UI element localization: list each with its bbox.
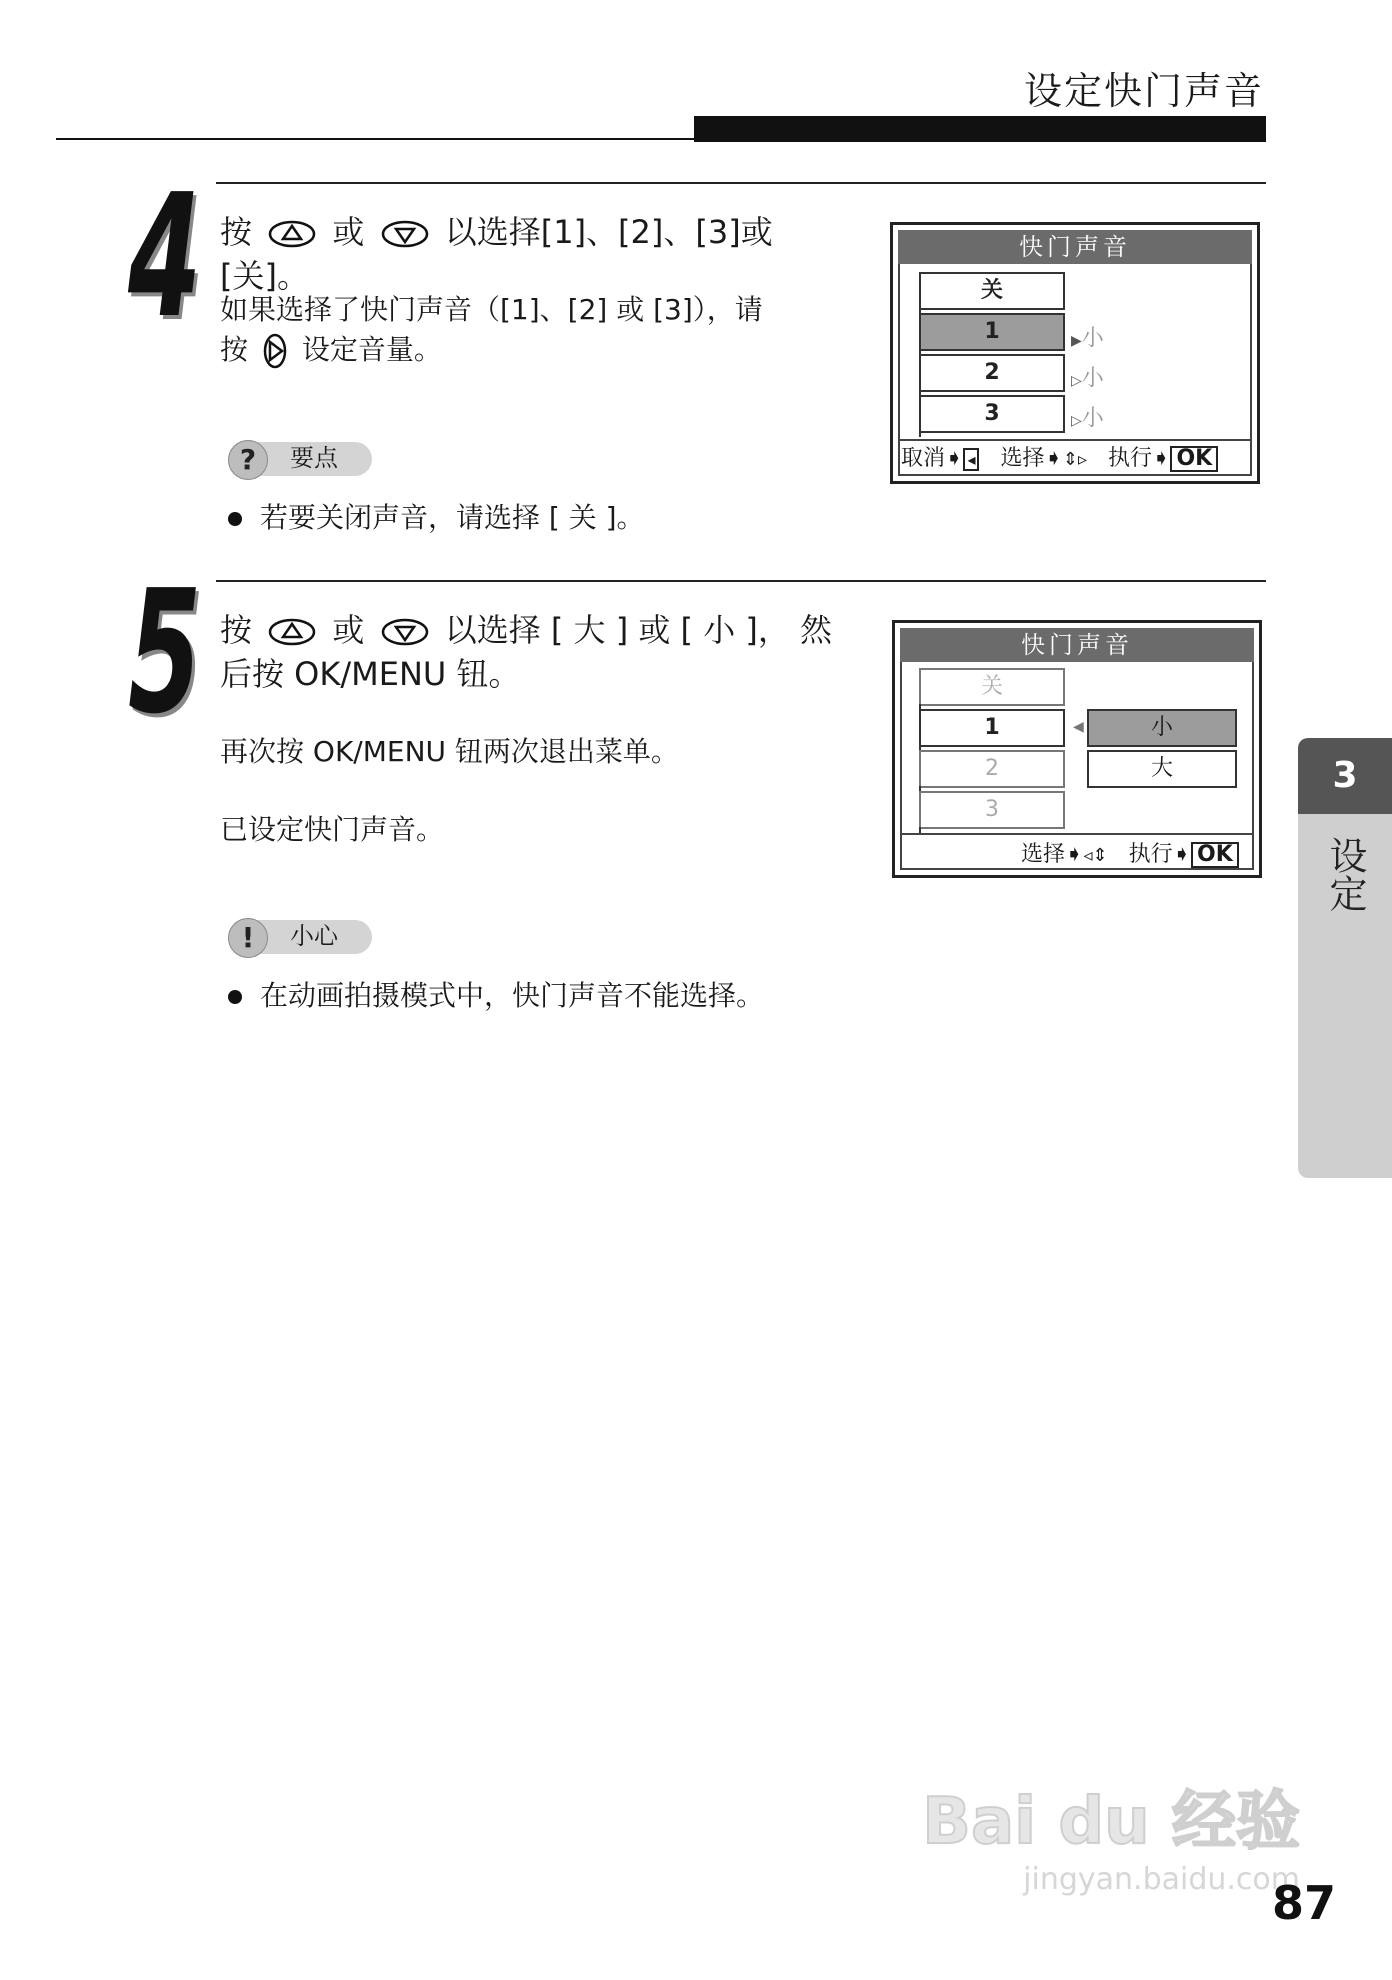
bullet-icon xyxy=(228,990,242,1004)
step4-desc-line2 xyxy=(220,330,860,370)
down-button-icon xyxy=(381,618,429,646)
tab-1[interactable]: 1 xyxy=(919,709,1065,747)
step5-desc2: 已设定快门声音。 xyxy=(220,813,445,846)
watermark-url: jingyan.baidu.com xyxy=(1023,1862,1300,1897)
lcd-footer xyxy=(901,445,1218,474)
lcd-screen-step4 xyxy=(890,222,1260,484)
level-1 xyxy=(1071,321,1104,352)
arrow-right-filled-icon: ▶ xyxy=(1071,333,1082,349)
left-key-icon: ◂ xyxy=(963,448,979,471)
level-3 xyxy=(1071,401,1104,432)
level-1-label: 小 xyxy=(1081,326,1104,351)
page-title: 设定快门声音 xyxy=(1023,69,1264,113)
tab-3[interactable]: 3 xyxy=(919,395,1065,433)
tip-callout xyxy=(228,440,388,476)
step5-instruction-mid: 或 xyxy=(332,611,365,649)
left-up-down-key-icon: ◃⇕ xyxy=(1083,845,1108,866)
header-rule xyxy=(56,138,696,140)
page-number: 87 xyxy=(1271,1876,1336,1930)
step5-rule xyxy=(216,580,1266,582)
arrow-icon: ➧ xyxy=(945,446,964,471)
level-2-label: 小 xyxy=(1081,366,1104,391)
level-2 xyxy=(1071,361,1104,392)
step4-rule xyxy=(216,182,1266,184)
tab-2[interactable]: 2 xyxy=(919,750,1065,788)
step4-instruction-pre: 按 xyxy=(220,213,253,251)
step4-instruction xyxy=(220,210,860,298)
up-button-icon xyxy=(268,220,316,248)
tab-1[interactable]: 1 xyxy=(919,313,1065,351)
caution-callout xyxy=(228,918,388,954)
step5-instruction-post: 以选择 [ 大 ] 或 [ 小 ]， 然 xyxy=(444,611,833,649)
lcd-footer-divider xyxy=(898,439,1252,441)
step5-desc1: 再次按 OK/MENU 钮两次退出菜单。 xyxy=(220,735,679,768)
ok-key-icon: OK xyxy=(1170,446,1218,472)
caution-label: 小心 xyxy=(290,922,338,950)
question-icon: ? xyxy=(228,440,268,480)
step4-number: 4 xyxy=(128,158,202,356)
watermark-logo: Bai du 经验 xyxy=(922,1785,1300,1859)
tab-3[interactable]: 3 xyxy=(919,791,1065,829)
step4-bullet xyxy=(228,498,645,538)
lcd-footer-divider xyxy=(900,833,1254,835)
up-down-right-key-icon: ⇕▹ xyxy=(1062,449,1088,470)
lcd-footer xyxy=(1021,841,1239,870)
footer-select: 选择 xyxy=(1000,446,1045,471)
step5-instruction xyxy=(220,608,860,696)
arrow-icon: ➧ xyxy=(1152,446,1171,471)
footer-execute: 执行 xyxy=(1108,446,1153,471)
step5-instruction-line2: 后按 OK/MENU 钮。 xyxy=(220,655,521,693)
ok-key-icon: OK xyxy=(1191,842,1239,868)
tab-2[interactable]: 2 xyxy=(919,354,1065,392)
chapter-number-tab: 3 xyxy=(1298,738,1392,814)
arrow-icon: ➧ xyxy=(1172,842,1192,867)
lcd-title: 快门声音 xyxy=(900,628,1254,662)
footer-select: 选择 xyxy=(1021,842,1066,867)
up-button-icon xyxy=(268,618,316,646)
step4-description xyxy=(220,290,860,370)
step4-bullet-text: 若要关闭声音，请选择 [ 关 ]。 xyxy=(260,501,645,534)
header-bar xyxy=(694,116,1266,142)
tip-label: 要点 xyxy=(290,444,338,472)
step4-desc-pre: 按 xyxy=(220,333,249,366)
arrow-right-outline-icon: ▷ xyxy=(1071,413,1082,429)
right-button-icon xyxy=(263,333,287,369)
step5-instruction-pre: 按 xyxy=(220,611,253,649)
step4-desc-line1: 如果选择了快门声音（[1]、[2] 或 [3]），请 xyxy=(220,293,763,326)
step5-number: 5 xyxy=(128,554,202,752)
step5-bullet xyxy=(228,976,764,1016)
option-small[interactable]: 小 xyxy=(1087,709,1237,747)
arrow-icon: ➧ xyxy=(1065,842,1084,867)
arrow-icon: ➧ xyxy=(1044,446,1063,471)
lcd-screen-step5 xyxy=(892,620,1262,878)
exclamation-icon: ! xyxy=(228,918,268,958)
chapter-label: 设定 xyxy=(1323,836,1367,912)
step4-instruction-mid: 或 xyxy=(332,213,365,251)
arrow-right-outline-icon: ▷ xyxy=(1071,373,1082,389)
down-button-icon xyxy=(381,220,429,248)
tab-off[interactable]: 关 xyxy=(919,272,1065,310)
step4-instruction-post: 以选择[1]、[2]、[3]或[关]。 xyxy=(220,213,773,295)
option-large[interactable]: 大 xyxy=(1087,750,1237,788)
footer-execute: 执行 xyxy=(1128,842,1173,867)
step5-bullet-text: 在动画拍摄模式中，快门声音不能选择。 xyxy=(260,979,765,1012)
step5-instruction-line1 xyxy=(220,608,860,652)
arrow-left-icon: ◀ xyxy=(1073,719,1084,735)
bullet-icon xyxy=(228,512,242,526)
step4-desc-post: 设定音量。 xyxy=(301,333,442,366)
footer-cancel: 取消 xyxy=(901,446,946,471)
lcd-title: 快门声音 xyxy=(898,230,1252,264)
level-3-label: 小 xyxy=(1081,406,1104,431)
tab-off[interactable]: 关 xyxy=(919,668,1065,706)
